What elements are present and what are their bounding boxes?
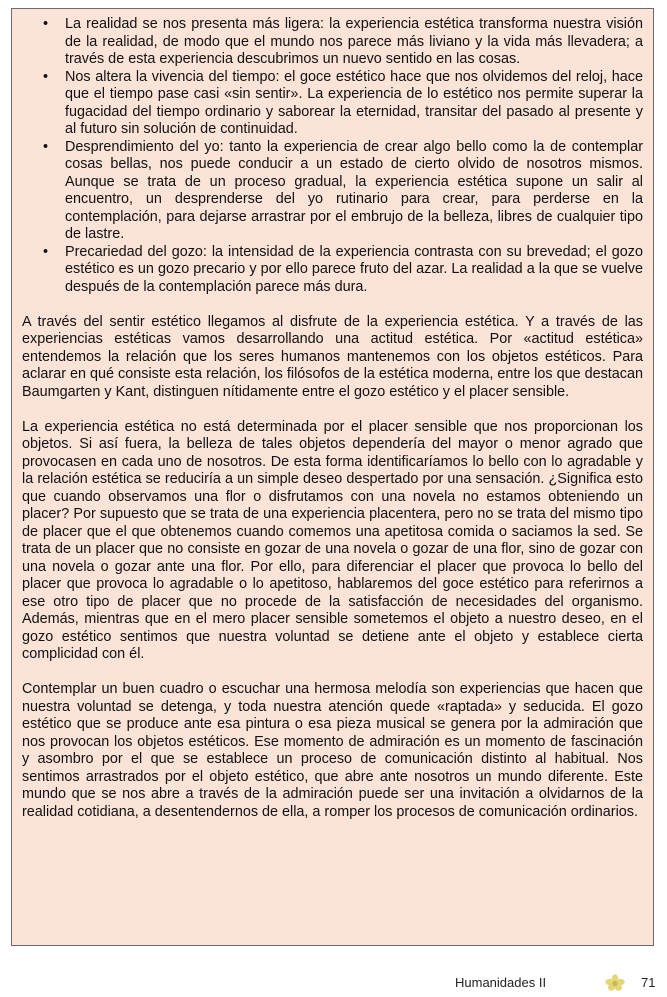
bullet-text: Precariedad del gozo: la intensidad de la experiencia contrasta con su brevedad; el gozo estético es un gozo precario y por ello parece fruto del azar. La realidad a la que se vuelve después de la contemplación parece más dura. (65, 243, 643, 295)
bullet-dot: • (43, 138, 49, 155)
page-footer (0, 973, 667, 992)
footer-book-title: Humanidades II (455, 975, 547, 990)
bullet-text: Nos altera la vivencia del tiempo: el goce estético hace que nos olvidemos del reloj, hace que el tiempo pase casi «sin sentir». La experiencia de lo estético nos permite superar la fugacidad del tiempo ordinario y saborear la eternidad, transitar del pasado al presente y al futuro sin solución de continuidad. (65, 68, 643, 137)
bullet-item (22, 16, 643, 69)
bullet-dot: • (43, 243, 49, 260)
paragraph-aesthetic-attitude: A través del sentir estético llegamos al disfrute de la experiencia estética. Y a través de las experiencias estéticas vamos desarrollando una actitud estética. Por «actitud estética» entendemos la relación que los seres humanos mantenemos con los objetos estéticos. Para aclarar en qué consiste esta relación, los filósofos de la estética moderna, entre los que destacan Baumgarten y Kant, distinguen nítidamente entre el gozo estético y el placer sensible. (22, 313, 643, 400)
bullet-item (22, 244, 643, 297)
bullet-item (22, 139, 643, 244)
paragraph-admiration: Contemplar un buen cuadro o escuchar una hermosa melodía son experiencias que hacen que nuestra voluntad se detenga, y toda nuestra atención quede «raptada» y seducida. El gozo estético que se produce ante esa pintura o esa pieza musical se genera por la admiración que nos provocan los objetos estéticos. Ese momento de admiración es un momento de fascinación y asombro por el que se establece un proceso de comunicación distinto al habitual. Nos sentimos arrastrados por el objeto estético, que abre ante nosotros un mundo diferente. Este mundo que se nos abre a través de la admiración puede ser una invitación a olvidarnos de la realidad cotidiana, a desentendernos de ella, a romper los procesos de comunicación ordinarios. (22, 681, 643, 820)
bullet-text: Desprendimiento del yo: tanto la experiencia de crear algo bello como la de contemplar cosas bellas, nos puede conducir a un estado de cierto olvido de nosotros mismos. Aunque se trata de un proceso gradual, la experiencia estética supone un salir al encuentro, un desprenderse del yo rutinario para crear, para perderse en la contemplación, para dejarse arrastrar por el embrujo de la belleza, libres de cualquier tipo de lastre. (65, 138, 643, 242)
bullet-text: La realidad se nos presenta más ligera: la experiencia estética transforma nuestra visión de la realidad, de modo que el mundo nos parece más liviano y la vida más llevadera; a través de esta experiencia descubrimos un nuevo sentido en las cosas. (65, 16, 643, 67)
paragraph-sensible-pleasure: La experiencia estética no está determinada por el placer sensible que nos proporcionan los objetos. Si así fuera, la belleza de tales objetos dependería del mayor o menor agrado que provocasen en cada uno de nosotros. De esta forma identificaríamos lo bello con lo agradable y la relación estética se reduciría a un simple deseo despertado por una sensación. ¿Significa esto que cuando observamos una flor o disfrutamos con una novela no estamos obteniendo un placer? Por supuesto que se trata de una experiencia placentera, pero no se trata del mismo tipo de placer que el que obtenemos cuando comemos una apetitosa comida o saciamos la sed. Se trata de un placer que no consiste en gozar de una novela o gozar de una flor, sino de gozar con una novela o gozar ante una flor. Por ello, para diferenciar el placer que provoca lo bello del placer que provoca lo agradable o lo apetitoso, hablaremos del goce estético para referirnos a ese otro tipo de placer que no procede de la satisfacción de necesidades del organismo. Además, mientras que en el mero placer sensible sometemos el objeto a nuestro deseo, en el gozo estético sentimos que nuestra voluntad se detiene ante el objeto y establece cierta complicidad con él. (22, 418, 643, 662)
content-box (11, 8, 654, 946)
page-number: 71 (641, 975, 656, 990)
bullet-dot: • (43, 16, 49, 32)
flower-icon (602, 974, 628, 992)
bullet-dot: • (43, 68, 49, 85)
bullet-list (22, 16, 643, 296)
bullet-item (22, 69, 643, 139)
